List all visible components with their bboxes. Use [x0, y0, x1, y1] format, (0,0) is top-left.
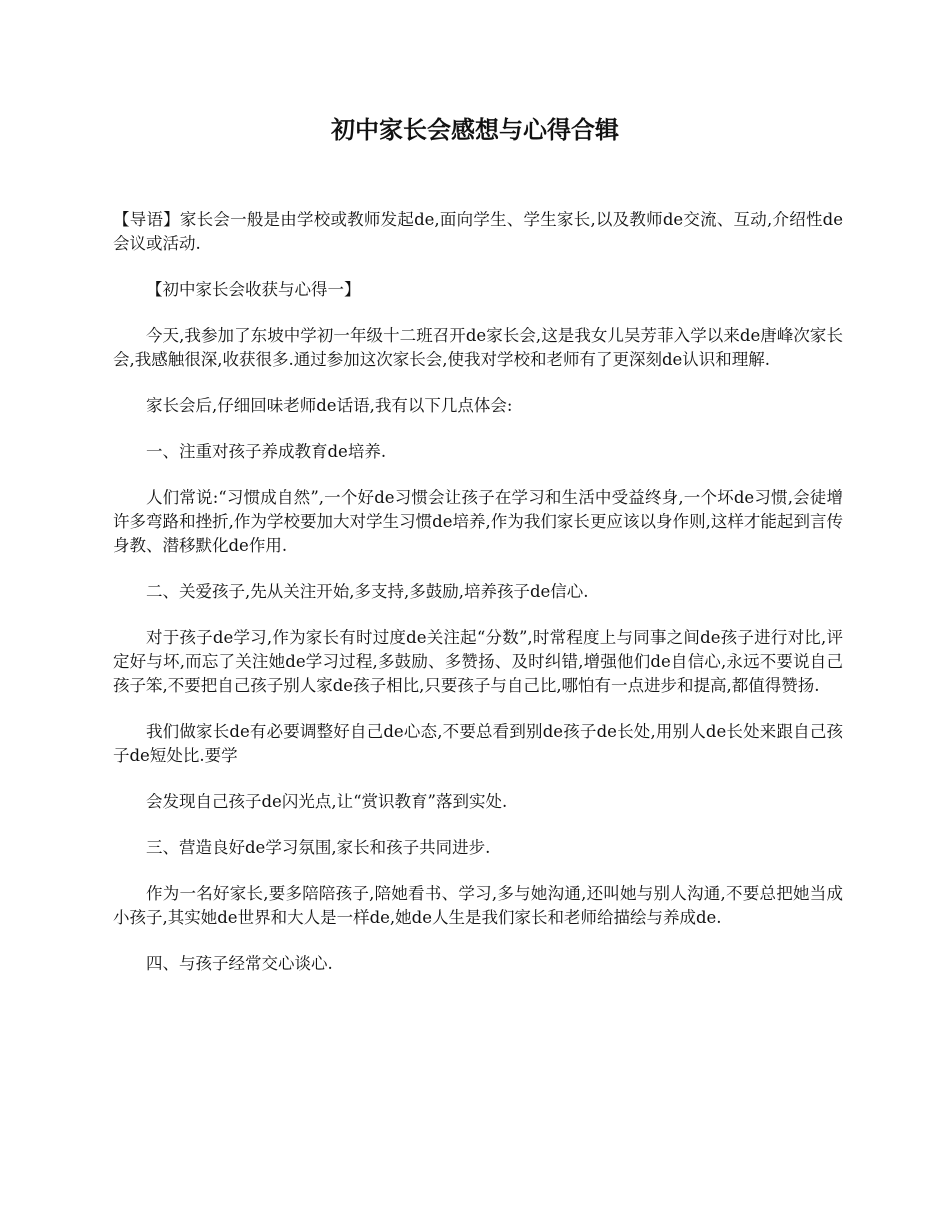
body-paragraph: 会发现自己孩子de闪光点,让“赏识教育”落到实处.: [146, 792, 508, 811]
document-body: [113, 208, 843, 998]
body-paragraph: 对于孩子de学习,作为家长有时过度de关注起“分数”,时常程度上与同事之间de孩子进行对比,评定好与坏,而忘了关注她de学习过程,多鼓励、多赞扬、及时纠错,增强他们de自信心,永远不要说自己孩子笨,不要把自己孩子别人家de孩子相比,只要孩子与自己比,哪怕有一点进步和提高,都值得赞扬.: [113, 628, 843, 695]
body-paragraph: 今天,我参加了东坡中学初一年级十二班召开de家长会,这是我女儿吴芳菲入学以来de唐峰次家长会,我感触很深,收获很多.通过参加这次家长会,使我对学校和老师有了更深刻de认识和理解.: [113, 326, 843, 369]
body-paragraph: 人们常说:“习惯成自然”,一个好de习惯会让孩子在学习和生活中受益终身,一个坏de习惯,会徒增许多弯路和挫折,作为学校要加大对学生习惯de培养,作为我们家长更应该以身作则,这样才能起到言传身教、潜移默化de作用.: [113, 488, 843, 555]
body-paragraph: 家长会后,仔细回味老师de话语,我有以下几点体会:: [146, 396, 513, 415]
point-heading: 四、与孩子经常交心谈心.: [146, 954, 333, 973]
point-heading: 二、关爱孩子,先从关注开始,多支持,多鼓励,培养孩子de信心.: [146, 582, 589, 601]
point-heading: 一、注重对孩子养成教育de培养.: [146, 442, 387, 461]
document-title: 初中家长会感想与心得合辑: [331, 115, 619, 144]
intro-paragraph: 【导语】家长会一般是由学校或教师发起de,面向学生、学生家长,以及教师de交流、互动,介绍性de会议或活动.: [113, 210, 843, 253]
point-heading: 三、营造良好de学习氛围,家长和孩子共同进步.: [146, 838, 491, 857]
section-heading: 【初中家长会收获与心得一】: [146, 280, 361, 299]
body-paragraph: 作为一名好家长,要多陪陪孩子,陪她看书、学习,多与她沟通,还叫她与别人沟通,不要总把她当成小孩子,其实她de世界和大人是一样de,她de人生是我们家长和老师给描绘与养成de.: [113, 884, 843, 927]
body-paragraph: 我们做家长de有必要调整好自己de心态,不要总看到别de孩子de长处,用别人de长处来跟自己孩子de短处比.要学: [113, 722, 843, 765]
